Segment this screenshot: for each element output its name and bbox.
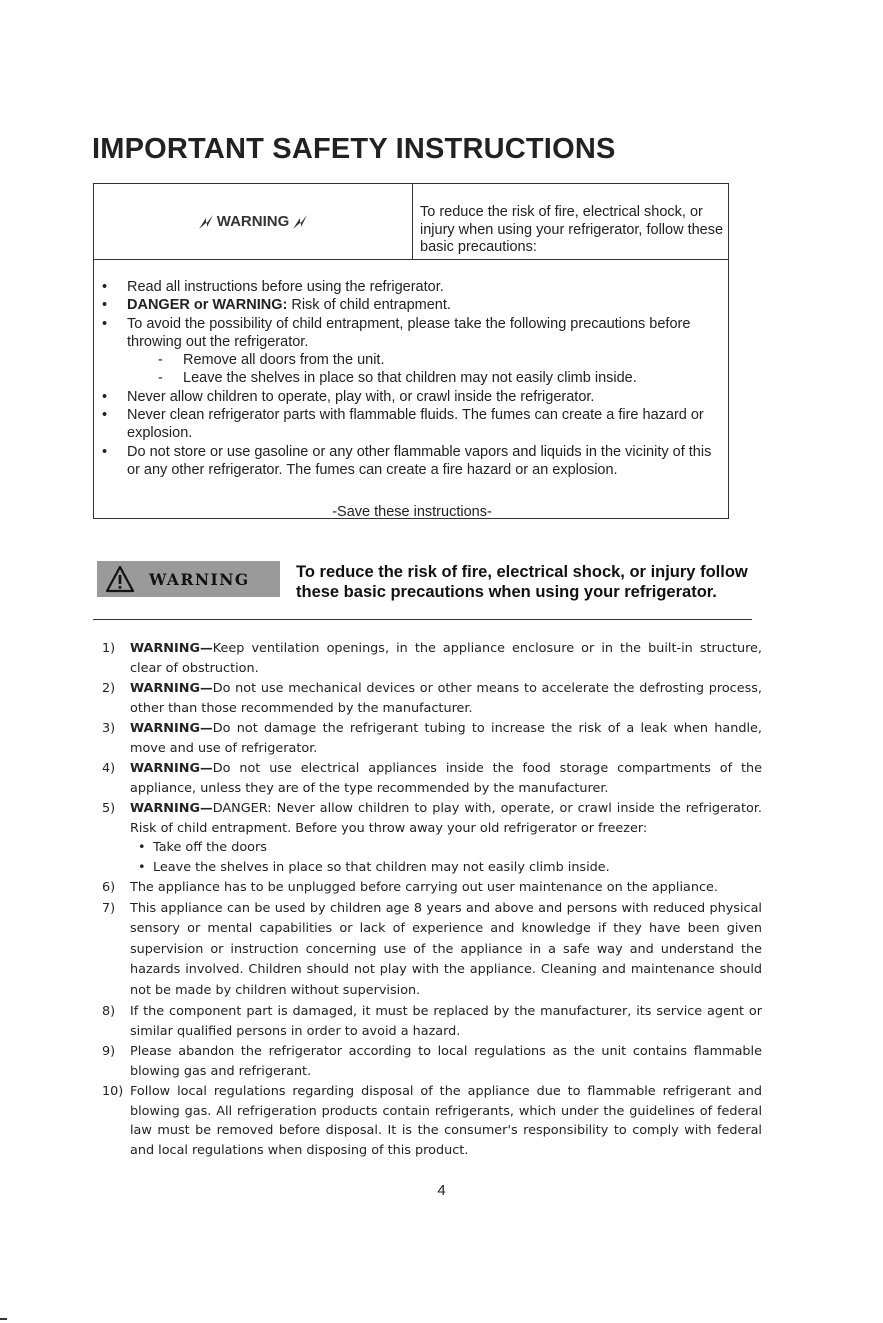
list-item: 3) WARNING—Do not damage the refrigerant tubing to increase the risk of a leak when handle, move and use of refrigerator. [102, 721, 762, 756]
sub-list-item: • Leave the shelves in place so that children may not easily climb inside. [130, 858, 762, 878]
item-lead: WARNING— [130, 641, 213, 656]
safety-bullet-list [94, 278, 728, 479]
list-item: 4) WARNING—Do not use electrical appliances inside the food storage compartments of the appliance, unless they are of the type recommended by the manufacturer. [102, 761, 762, 796]
list-item: 7) This appliance can be used by children age 8 years and above and persons with reduced physical sensory or mental capabilities or lack of experience and knowledge if they have been given supervision or instruction concerning use of the appliance in a safe way and understand the hazards involved. Children should not play with the appliance. Cleaning and maintenance should not be made by children without supervision. [102, 900, 762, 998]
item-number: 7) [102, 900, 116, 916]
bullet-item: • Read all instructions before using the refrigerator. [94, 278, 728, 296]
sub-item: - Remove all doors from the unit. [94, 351, 728, 369]
bullet-lead: DANGER or WARNING: [127, 297, 288, 314]
item-number: 3) [102, 721, 116, 736]
list-item: 1) WARNING—Keep ventilation openings, in the appliance enclosure or in the built-in structure, clear of obstruction. [102, 641, 762, 676]
list-item: 5) WARNING—DANGER: Never allow children to play with, operate, or crawl inside the refrigerator. Risk of child entrapment. Before you throw away your old refrigerator or freezer: • Take off the doors • Leave the shelves in place so that children may not easily climb inside. [102, 799, 762, 877]
warning-badge [97, 561, 280, 597]
item-number: 8) [102, 1004, 116, 1019]
list-item: 9) Please abandon the refrigerator according to local regulations as the unit contains flammable blowing gas and refrigerant. [102, 1044, 762, 1079]
list-item: 6) The appliance has to be unplugged before carrying out user maintenance on the appliance. [102, 878, 762, 898]
item-number: 10) [102, 1084, 124, 1099]
item-number: 9) [102, 1044, 116, 1059]
numbered-warning-list [102, 639, 762, 1161]
lightning-icon [197, 214, 215, 230]
bullet-item: • DANGER or WARNING: Risk of child entrapment. [94, 296, 728, 314]
warning-heading: To reduce the risk of fire, electrical shock, or injury follow these basic precautions when using your refrigerator. [296, 563, 748, 601]
corner-mark [0, 1318, 7, 1320]
item-lead: WARNING— [130, 761, 213, 776]
warning-label [197, 213, 310, 230]
badge-label: WARNING [149, 569, 250, 589]
list-item: 10) Follow local regulations regarding disposal of the appliance due to flammable refrigerant and blowing gas. All refrigeration products contain refrigerants, which under the guidelines of federal law must be removed before disposal. It is the consumer's responsibility to comply with federal and local regulations when disposing of this product. [102, 1084, 762, 1158]
bullet-item: • Never clean refrigerator parts with flammable fluids. The fumes can create a fire hazard or explosion. [94, 406, 728, 443]
bullet-item: • Never allow children to operate, play with, or crawl inside the refrigerator. [94, 388, 728, 406]
list-item: 8) If the component part is damaged, it must be replaced by the manufacturer, its service agent or similar qualified persons in order to avoid a hazard. [102, 1004, 762, 1039]
page-number: 4 [437, 1182, 446, 1199]
safety-box [93, 183, 729, 519]
item-lead: WARNING— [130, 801, 213, 816]
warning-intro: To reduce the risk of fire, electrical shock, or injury when using your refrigerator, follow these basic precautions: [420, 204, 724, 255]
sub-list-item: • Take off the doors [130, 838, 762, 858]
item-lead: WARNING— [130, 681, 213, 696]
warning-cell [94, 184, 413, 259]
lightning-icon [291, 214, 309, 230]
bullet-item: • Do not store or use gasoline or any other flammable vapors and liquids in the vicinity of this or any other refrigerator. The fumes can create a fire hazard or an explosion. [94, 443, 728, 480]
item-number: 1) [102, 641, 116, 656]
safety-box-header [94, 184, 728, 260]
save-instructions: -Save these instructions- [332, 504, 492, 520]
list-item: 2) WARNING—Do not use mechanical devices or other means to accelerate the defrosting process, other than those recommended by the manufacturer. [102, 681, 762, 716]
item-number: 2) [102, 681, 116, 696]
item-number: 4) [102, 761, 116, 776]
item-lead: WARNING— [130, 721, 213, 736]
item-number: 5) [102, 801, 116, 816]
bullet-item: • To avoid the possibility of child entrapment, please take the following precautions before throwing out the refrigerator. [94, 315, 728, 352]
warning-triangle-icon [105, 565, 135, 593]
page-title: IMPORTANT SAFETY INSTRUCTIONS [92, 133, 616, 165]
item-number: 6) [102, 880, 116, 895]
divider [93, 619, 752, 620]
sub-item: - Leave the shelves in place so that children may not easily climb inside. [94, 369, 728, 387]
warning-label-text: WARNING [216, 213, 290, 230]
